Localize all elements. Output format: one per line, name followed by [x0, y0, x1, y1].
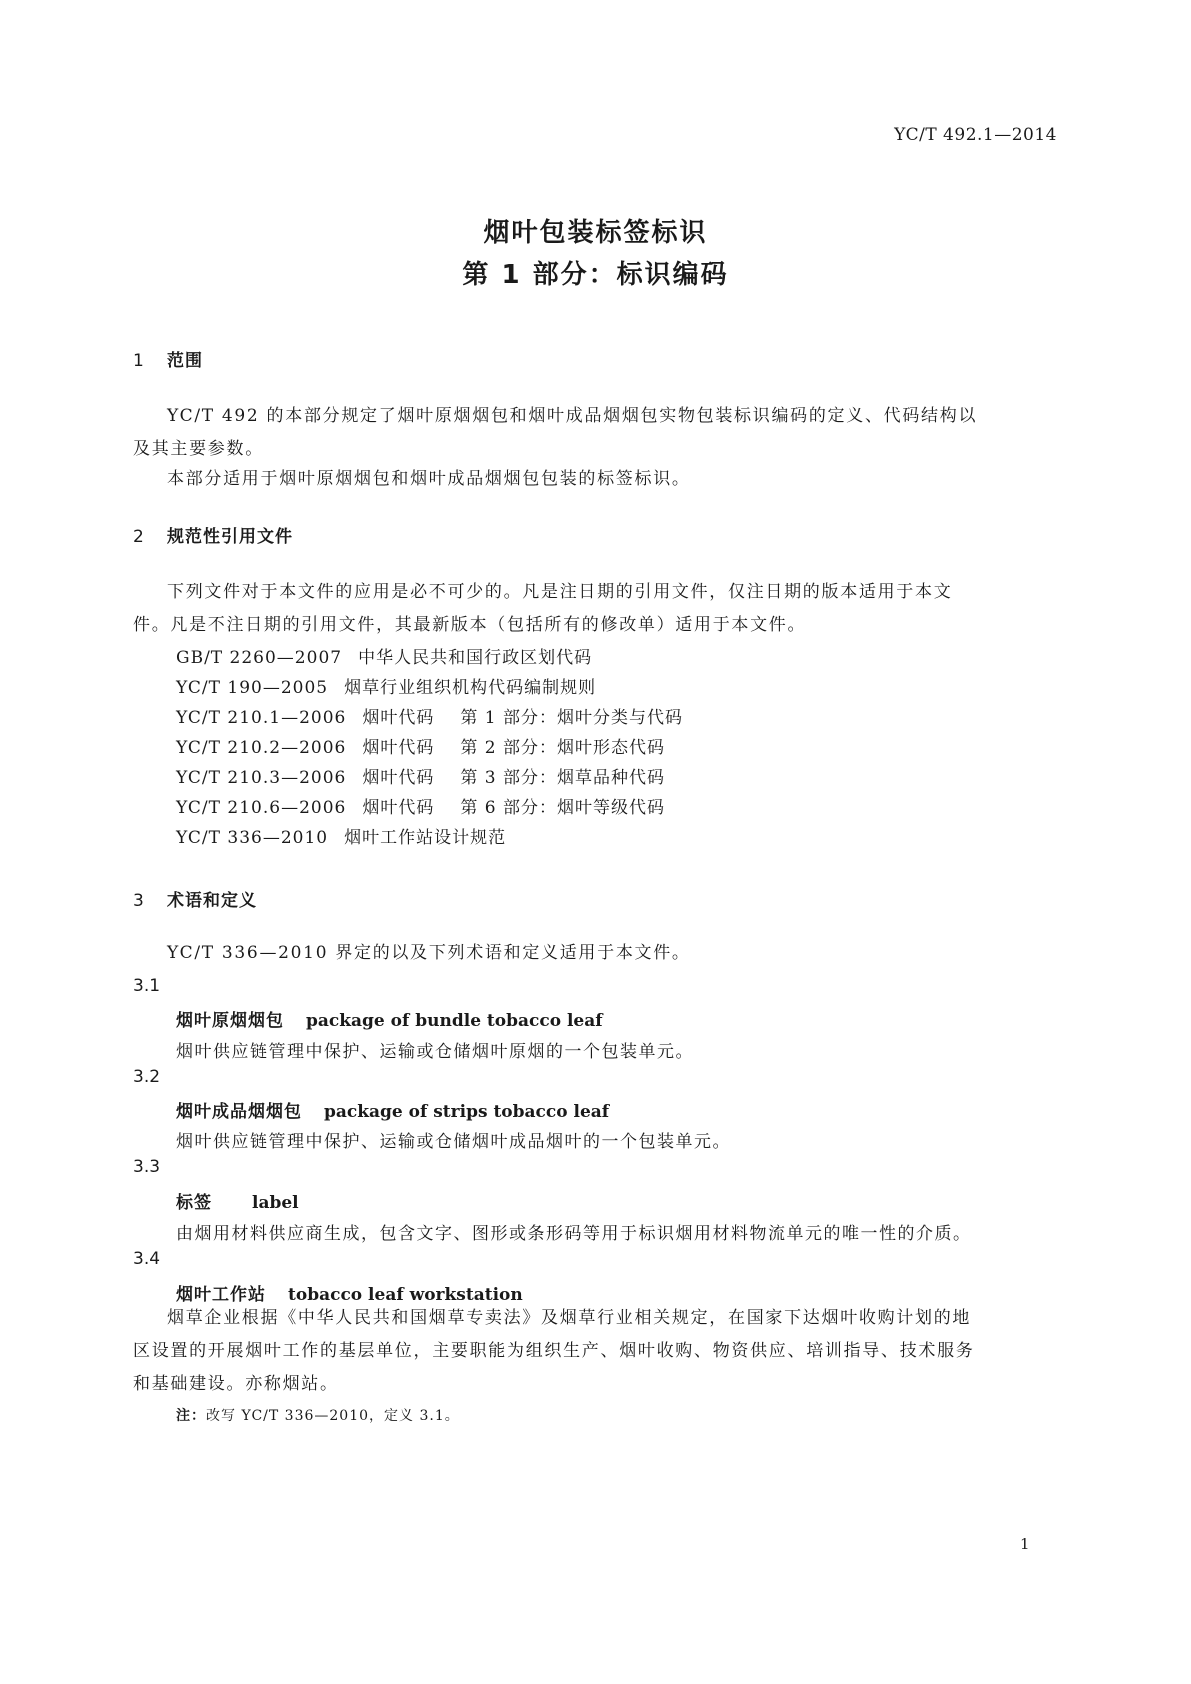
reference-title: 烟叶代码	[362, 708, 435, 728]
reference-title: 烟叶代码	[362, 738, 435, 758]
reference-part: 第 1 部分：烟叶分类与代码	[460, 708, 683, 728]
term-definition: 烟叶供应链管理中保护、运输或仓储烟叶原烟的一个包装单元。	[176, 1042, 694, 1062]
term-chinese: 烟叶工作站	[176, 1285, 266, 1305]
section-number: 1	[133, 351, 145, 371]
page-number: 1	[1020, 1535, 1030, 1553]
term-english: package of bundle tobacco leaf	[306, 1011, 603, 1031]
term-chinese: 烟叶原烟烟包	[176, 1011, 284, 1031]
term-number: 3.2	[133, 1067, 161, 1087]
reference-item	[176, 673, 596, 698]
section-number: 2	[133, 527, 145, 547]
term-heading	[176, 1188, 299, 1213]
scope-paragraph: YC/T 492 的本部分规定了烟叶原烟烟包和烟叶成品烟烟包实物包装标识编码的定义、代码结构以及其主要参数。	[133, 406, 978, 459]
reference-title: 烟叶代码	[362, 798, 435, 818]
term-english: package of strips tobacco leaf	[324, 1102, 610, 1122]
reference-code: YC/T 210.6—2006	[176, 798, 347, 818]
reference-item	[176, 763, 665, 788]
reference-code: YC/T 190—2005	[176, 678, 329, 698]
section-2-heading	[133, 522, 293, 547]
terms-intro: YC/T 336—2010 界定的以及下列术语和定义适用于本文件。	[167, 943, 691, 963]
scope-applicability: 本部分适用于烟叶原烟烟包和烟叶成品烟烟包包装的标签标识。	[167, 469, 691, 489]
reference-item	[176, 643, 592, 668]
note-text: 改写 YC/T 336—2010，定义 3.1。	[206, 1408, 460, 1424]
reference-code: YC/T 210.1—2006	[176, 708, 347, 728]
term-definition: 由烟用材料供应商生成，包含文字、图形或条形码等用于标识烟用材料物流单元的唯一性的介质。	[176, 1224, 972, 1244]
normative-references-intro: 下列文件对于本文件的应用是必不可少的。凡是注日期的引用文件，仅注日期的版本适用于本文件。凡是不注日期的引用文件，其最新版本（包括所有的修改单）适用于本文件。	[133, 582, 953, 635]
reference-title: 烟草行业组织机构代码编制规则	[344, 678, 597, 698]
term-english: label	[252, 1193, 299, 1213]
reference-item	[176, 793, 665, 818]
term-definition: 烟叶供应链管理中保护、运输或仓储烟叶成品烟叶的一个包装单元。	[176, 1132, 731, 1152]
term-number: 3.1	[133, 976, 161, 996]
term-definition: 烟草企业根据《中华人民共和国烟草专卖法》及烟草行业相关规定，在国家下达烟叶收购计划的地区设置的开展烟叶工作的基层单位，主要职能为组织生产、烟叶收购、物资供应、培训指导、技术服务和基础建设。亦称烟站。	[133, 1308, 975, 1394]
term-heading	[176, 1097, 609, 1122]
term-number: 3.4	[133, 1249, 161, 1269]
reference-item	[176, 703, 683, 728]
term-english: tobacco leaf workstation	[288, 1285, 523, 1305]
document-title: 烟叶包装标签标识	[483, 218, 708, 248]
reference-item	[176, 823, 506, 848]
standard-code: YC/T 492.1—2014	[894, 125, 1057, 145]
term-heading	[176, 1006, 603, 1031]
reference-part: 第 6 部分：烟叶等级代码	[460, 798, 665, 818]
note	[176, 1405, 460, 1425]
reference-title: 中华人民共和国行政区划代码	[358, 648, 593, 668]
reference-item	[176, 733, 665, 758]
reference-code: YC/T 336—2010	[176, 828, 329, 848]
term-chinese: 烟叶成品烟烟包	[176, 1102, 302, 1122]
reference-code: GB/T 2260—2007	[176, 648, 343, 668]
section-title: 范围	[167, 351, 203, 371]
note-label: 注：	[176, 1408, 206, 1424]
reference-code: YC/T 210.3—2006	[176, 768, 347, 788]
reference-part: 第 3 部分：烟草品种代码	[460, 768, 665, 788]
reference-title: 烟叶工作站设计规范	[344, 828, 507, 848]
section-title: 术语和定义	[167, 891, 257, 911]
section-3-heading	[133, 886, 257, 911]
reference-title: 烟叶代码	[362, 768, 435, 788]
term-number: 3.3	[133, 1157, 161, 1177]
section-title: 规范性引用文件	[167, 527, 293, 547]
section-number: 3	[133, 891, 145, 911]
reference-code: YC/T 210.2—2006	[176, 738, 347, 758]
term-chinese: 标签	[176, 1193, 212, 1213]
document-subtitle: 第 1 部分：标识编码	[462, 260, 729, 290]
reference-part: 第 2 部分：烟叶形态代码	[460, 738, 665, 758]
section-1-heading	[133, 346, 203, 371]
